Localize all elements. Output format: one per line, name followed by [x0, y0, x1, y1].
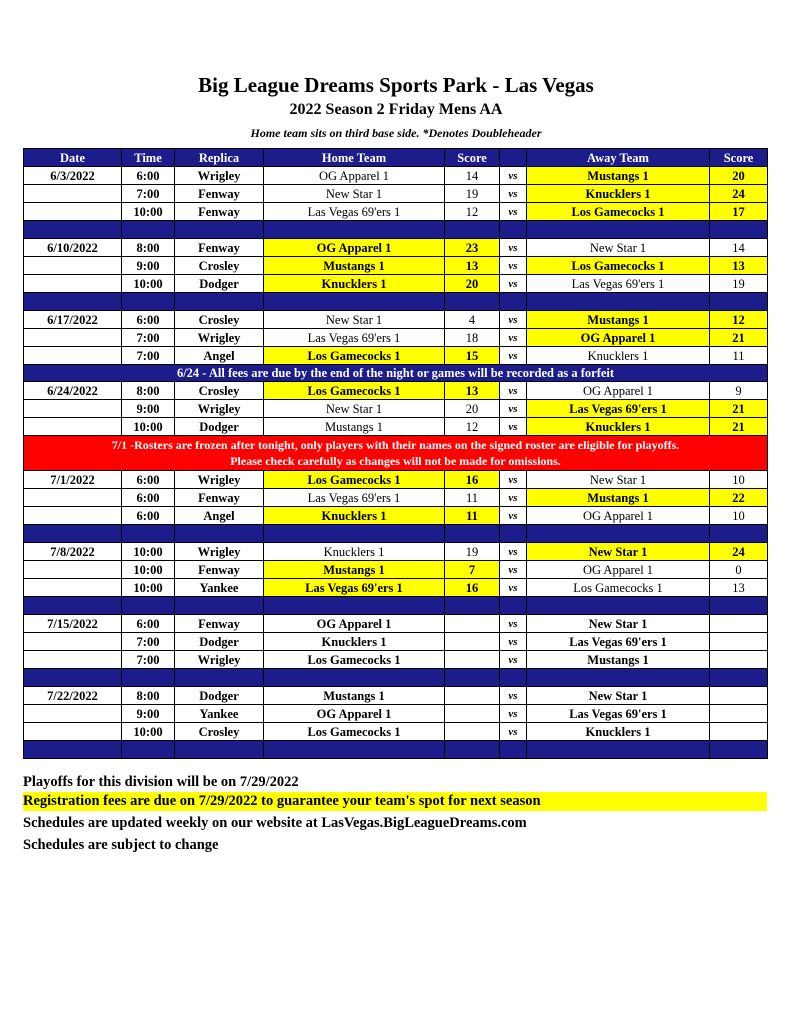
separator-cell: [445, 597, 500, 615]
date-cell: [24, 347, 122, 365]
separator-cell: [122, 525, 175, 543]
replica-field-cell: Dodger: [175, 633, 264, 651]
home-score-cell: 18: [445, 329, 500, 347]
time-cell: 7:00: [122, 347, 175, 365]
away-score-cell: 14: [710, 239, 768, 257]
date-cell: [24, 275, 122, 293]
schedule-body: [24, 167, 768, 759]
home-score-cell: 12: [445, 418, 500, 436]
page-title: Big League Dreams Sports Park - Las Vegas: [198, 73, 594, 97]
date-cell: [24, 400, 122, 418]
table-row: [24, 633, 768, 651]
time-cell: 6:00: [122, 471, 175, 489]
time-cell: 10:00: [122, 543, 175, 561]
away-team-cell: Mustangs 1: [527, 311, 710, 329]
vs-cell: vs: [500, 705, 527, 723]
away-score-cell: 21: [710, 400, 768, 418]
separator-cell: [24, 525, 122, 543]
time-cell: 9:00: [122, 705, 175, 723]
time-cell: 9:00: [122, 400, 175, 418]
away-team-cell: OG Apparel 1: [527, 561, 710, 579]
away-score-cell: [710, 723, 768, 741]
home-score-cell: 13: [445, 257, 500, 275]
away-score-cell: [710, 687, 768, 705]
time-cell: 7:00: [122, 651, 175, 669]
schedule-note: Home team sits on third base side. *Denotes Doubleheader: [250, 126, 542, 140]
away-team-cell: New Star 1: [527, 471, 710, 489]
separator-cell: [710, 525, 768, 543]
home-score-cell: 11: [445, 507, 500, 525]
separator-cell: [175, 293, 264, 311]
fees-notice-cell: [24, 365, 768, 382]
away-team-cell: Los Gamecocks 1: [527, 257, 710, 275]
home-score-cell: [445, 615, 500, 633]
replica-field-cell: Crosley: [175, 723, 264, 741]
separator-cell: [175, 525, 264, 543]
separator-cell: [710, 221, 768, 239]
time-cell: 6:00: [122, 507, 175, 525]
separator-cell: [264, 597, 445, 615]
away-team-cell: Mustangs 1: [527, 489, 710, 507]
time-cell: 8:00: [122, 239, 175, 257]
away-team-cell: Knucklers 1: [527, 185, 710, 203]
home-team-cell: Mustangs 1: [264, 561, 445, 579]
table-row: [24, 561, 768, 579]
vs-cell: vs: [500, 311, 527, 329]
home-score-cell: 19: [445, 543, 500, 561]
replica-field-cell: Wrigley: [175, 329, 264, 347]
separator-cell: [710, 293, 768, 311]
home-score-cell: 15: [445, 347, 500, 365]
separator-cell: [710, 669, 768, 687]
home-score-cell: 13: [445, 382, 500, 400]
home-score-cell: 16: [445, 471, 500, 489]
replica-field-cell: Fenway: [175, 561, 264, 579]
home-team-cell: Knucklers 1: [264, 507, 445, 525]
replica-field-cell: Wrigley: [175, 651, 264, 669]
table-row: [24, 239, 768, 257]
vs-cell: vs: [500, 543, 527, 561]
home-team-cell: Los Gamecocks 1: [264, 347, 445, 365]
table-row: [24, 382, 768, 400]
separator-cell: [500, 525, 527, 543]
away-score-cell: 13: [710, 257, 768, 275]
home-score-cell: [445, 705, 500, 723]
separator-cell: [24, 221, 122, 239]
separator-cell: [445, 221, 500, 239]
separator-cell: [24, 293, 122, 311]
time-cell: 7:00: [122, 329, 175, 347]
week-separator: [24, 597, 768, 615]
date-cell: 6/24/2022: [24, 382, 122, 400]
home-score-cell: 20: [445, 275, 500, 293]
table-row: [24, 543, 768, 561]
separator-cell: [24, 597, 122, 615]
week-separator: [24, 525, 768, 543]
col-header-away-score: Score: [710, 149, 768, 167]
separator-cell: [710, 597, 768, 615]
separator-cell: [175, 741, 264, 759]
home-team-cell: Los Gamecocks 1: [264, 723, 445, 741]
replica-field-cell: Dodger: [175, 687, 264, 705]
home-score-cell: 4: [445, 311, 500, 329]
home-team-cell: New Star 1: [264, 185, 445, 203]
home-team-cell: Las Vegas 69'ers 1: [264, 329, 445, 347]
vs-cell: vs: [500, 400, 527, 418]
date-cell: [24, 651, 122, 669]
separator-cell: [500, 597, 527, 615]
vs-cell: vs: [500, 507, 527, 525]
separator-cell: [500, 741, 527, 759]
home-team-cell: Los Gamecocks 1: [264, 651, 445, 669]
separator-cell: [527, 525, 710, 543]
separator-cell: [122, 293, 175, 311]
home-score-cell: [445, 633, 500, 651]
separator-cell: [24, 669, 122, 687]
home-team-cell: OG Apparel 1: [264, 167, 445, 185]
date-cell: 6/10/2022: [24, 239, 122, 257]
date-cell: [24, 705, 122, 723]
separator-cell: [527, 597, 710, 615]
registration-note: Registration fees are due on 7/29/2022 to guarantee your team's spot for next season: [23, 792, 767, 811]
vs-cell: vs: [500, 347, 527, 365]
away-score-cell: 9: [710, 382, 768, 400]
playoffs-note: Playoffs for this division will be on 7/29/2022: [23, 774, 299, 790]
away-score-cell: 17: [710, 203, 768, 221]
home-team-cell: Knucklers 1: [264, 633, 445, 651]
home-team-cell: Los Gamecocks 1: [264, 382, 445, 400]
separator-cell: [122, 669, 175, 687]
replica-field-cell: Fenway: [175, 615, 264, 633]
col-header-home-team: Home Team: [264, 149, 445, 167]
separator-cell: [445, 741, 500, 759]
table-row: [24, 257, 768, 275]
roster-notice-text: Please check carefully as changes will not be made for omissions.: [230, 454, 561, 468]
away-score-cell: 13: [710, 579, 768, 597]
vs-cell: vs: [500, 203, 527, 221]
table-row: [24, 687, 768, 705]
fees-notice: [24, 365, 768, 382]
away-team-cell: Las Vegas 69'ers 1: [527, 705, 710, 723]
table-row: [24, 579, 768, 597]
date-cell: 6/17/2022: [24, 311, 122, 329]
home-score-cell: 12: [445, 203, 500, 221]
away-team-cell: Knucklers 1: [527, 347, 710, 365]
away-score-cell: 10: [710, 471, 768, 489]
separator-cell: [264, 741, 445, 759]
separator-cell: [445, 293, 500, 311]
replica-field-cell: Wrigley: [175, 543, 264, 561]
home-team-cell: Mustangs 1: [264, 418, 445, 436]
away-score-cell: 19: [710, 275, 768, 293]
away-score-cell: 10: [710, 507, 768, 525]
separator-cell: [264, 221, 445, 239]
date-cell: [24, 418, 122, 436]
website-note: Schedules are updated weekly on our website at LasVegas.BigLeagueDreams.com: [23, 815, 527, 831]
away-score-cell: [710, 633, 768, 651]
away-team-cell: Mustangs 1: [527, 167, 710, 185]
away-score-cell: 21: [710, 418, 768, 436]
roster-notice-cell: [24, 436, 768, 471]
separator-cell: [264, 293, 445, 311]
replica-field-cell: Angel: [175, 347, 264, 365]
col-header-home-score: Score: [445, 149, 500, 167]
time-cell: 6:00: [122, 489, 175, 507]
time-cell: 6:00: [122, 615, 175, 633]
away-score-cell: 11: [710, 347, 768, 365]
replica-field-cell: Crosley: [175, 382, 264, 400]
vs-cell: vs: [500, 579, 527, 597]
vs-cell: vs: [500, 257, 527, 275]
table-row: [24, 471, 768, 489]
date-cell: [24, 507, 122, 525]
week-separator: [24, 293, 768, 311]
away-team-cell: New Star 1: [527, 615, 710, 633]
col-header-vs: [500, 149, 527, 167]
away-score-cell: 24: [710, 543, 768, 561]
separator-cell: [122, 221, 175, 239]
home-team-cell: Knucklers 1: [264, 543, 445, 561]
vs-cell: vs: [500, 561, 527, 579]
away-score-cell: 12: [710, 311, 768, 329]
home-score-cell: [445, 723, 500, 741]
vs-cell: vs: [500, 382, 527, 400]
vs-cell: vs: [500, 418, 527, 436]
away-team-cell: Los Gamecocks 1: [527, 203, 710, 221]
separator-cell: [445, 525, 500, 543]
vs-cell: vs: [500, 167, 527, 185]
away-score-cell: [710, 705, 768, 723]
replica-field-cell: Crosley: [175, 257, 264, 275]
separator-cell: [175, 597, 264, 615]
date-cell: 7/15/2022: [24, 615, 122, 633]
date-cell: [24, 579, 122, 597]
time-cell: 10:00: [122, 203, 175, 221]
roster-notice-text: 7/1 -Rosters are frozen after tonight, only players with their names on the signed roster are eligible for playoffs.: [111, 438, 680, 452]
separator-cell: [527, 669, 710, 687]
time-cell: 7:00: [122, 185, 175, 203]
away-team-cell: New Star 1: [527, 239, 710, 257]
away-team-cell: Las Vegas 69'ers 1: [527, 633, 710, 651]
separator-cell: [710, 741, 768, 759]
time-cell: 7:00: [122, 633, 175, 651]
separator-cell: [175, 669, 264, 687]
away-team-cell: Las Vegas 69'ers 1: [527, 275, 710, 293]
time-cell: 10:00: [122, 723, 175, 741]
vs-cell: vs: [500, 275, 527, 293]
replica-field-cell: Wrigley: [175, 167, 264, 185]
table-row: [24, 185, 768, 203]
replica-field-cell: Fenway: [175, 185, 264, 203]
away-score-cell: 0: [710, 561, 768, 579]
home-score-cell: 16: [445, 579, 500, 597]
table-row: [24, 489, 768, 507]
table-row: [24, 507, 768, 525]
vs-cell: vs: [500, 633, 527, 651]
table-row: [24, 167, 768, 185]
table-row: [24, 705, 768, 723]
home-score-cell: 7: [445, 561, 500, 579]
away-team-cell: Knucklers 1: [527, 723, 710, 741]
separator-cell: [175, 221, 264, 239]
time-cell: 10:00: [122, 579, 175, 597]
home-team-cell: Los Gamecocks 1: [264, 471, 445, 489]
home-score-cell: [445, 687, 500, 705]
table-header-row: [24, 149, 768, 167]
vs-cell: vs: [500, 239, 527, 257]
home-team-cell: Knucklers 1: [264, 275, 445, 293]
time-cell: 10:00: [122, 275, 175, 293]
table-row: [24, 275, 768, 293]
week-separator: [24, 221, 768, 239]
separator-cell: [500, 293, 527, 311]
away-score-cell: 22: [710, 489, 768, 507]
vs-cell: vs: [500, 651, 527, 669]
vs-cell: vs: [500, 723, 527, 741]
home-score-cell: 14: [445, 167, 500, 185]
separator-cell: [24, 741, 122, 759]
away-team-cell: Los Gamecocks 1: [527, 579, 710, 597]
replica-field-cell: Dodger: [175, 275, 264, 293]
replica-field-cell: Yankee: [175, 579, 264, 597]
table-row: [24, 347, 768, 365]
separator-cell: [122, 597, 175, 615]
date-cell: [24, 561, 122, 579]
table-row: [24, 400, 768, 418]
replica-field-cell: Yankee: [175, 705, 264, 723]
home-team-cell: Mustangs 1: [264, 687, 445, 705]
vs-cell: vs: [500, 329, 527, 347]
home-score-cell: 19: [445, 185, 500, 203]
replica-field-cell: Wrigley: [175, 471, 264, 489]
away-team-cell: OG Apparel 1: [527, 382, 710, 400]
away-team-cell: Mustangs 1: [527, 651, 710, 669]
separator-cell: [527, 293, 710, 311]
date-cell: 7/1/2022: [24, 471, 122, 489]
separator-cell: [264, 525, 445, 543]
away-team-cell: New Star 1: [527, 543, 710, 561]
schedule-table: [23, 148, 768, 759]
time-cell: 6:00: [122, 167, 175, 185]
home-score-cell: 11: [445, 489, 500, 507]
table-row: [24, 418, 768, 436]
vs-cell: vs: [500, 687, 527, 705]
home-team-cell: Las Vegas 69'ers 1: [264, 203, 445, 221]
date-cell: 7/22/2022: [24, 687, 122, 705]
col-header-away-team: Away Team: [527, 149, 710, 167]
home-team-cell: Mustangs 1: [264, 257, 445, 275]
col-header-replica: Replica: [175, 149, 264, 167]
time-cell: 10:00: [122, 418, 175, 436]
time-cell: 8:00: [122, 382, 175, 400]
away-team-cell: Knucklers 1: [527, 418, 710, 436]
time-cell: 9:00: [122, 257, 175, 275]
separator-cell: [527, 741, 710, 759]
fees-notice-text: 6/24 - All fees are due by the end of the night or games will be recorded as a forfeit: [176, 365, 615, 380]
date-cell: [24, 489, 122, 507]
schedule-subtitle: 2022 Season 2 Friday Mens AA: [289, 101, 503, 118]
vs-cell: vs: [500, 471, 527, 489]
replica-field-cell: Fenway: [175, 203, 264, 221]
vs-cell: vs: [500, 185, 527, 203]
home-team-cell: New Star 1: [264, 311, 445, 329]
table-row: [24, 311, 768, 329]
col-header-date: Date: [24, 149, 122, 167]
replica-field-cell: Angel: [175, 507, 264, 525]
away-score-cell: 21: [710, 329, 768, 347]
date-cell: 7/8/2022: [24, 543, 122, 561]
date-cell: 6/3/2022: [24, 167, 122, 185]
separator-cell: [500, 221, 527, 239]
home-team-cell: New Star 1: [264, 400, 445, 418]
home-score-cell: 23: [445, 239, 500, 257]
separator-cell: [445, 669, 500, 687]
home-team-cell: Las Vegas 69'ers 1: [264, 579, 445, 597]
table-row: [24, 615, 768, 633]
replica-field-cell: Wrigley: [175, 400, 264, 418]
away-team-cell: Las Vegas 69'ers 1: [527, 400, 710, 418]
date-cell: [24, 203, 122, 221]
date-cell: [24, 329, 122, 347]
table-row: [24, 723, 768, 741]
date-cell: [24, 257, 122, 275]
table-row: [24, 329, 768, 347]
replica-field-cell: Crosley: [175, 311, 264, 329]
away-team-cell: New Star 1: [527, 687, 710, 705]
replica-field-cell: Fenway: [175, 239, 264, 257]
col-header-time: Time: [122, 149, 175, 167]
away-team-cell: OG Apparel 1: [527, 507, 710, 525]
away-score-cell: [710, 615, 768, 633]
table-row: [24, 203, 768, 221]
home-score-cell: [445, 651, 500, 669]
replica-field-cell: Dodger: [175, 418, 264, 436]
away-score-cell: 24: [710, 185, 768, 203]
home-score-cell: 20: [445, 400, 500, 418]
vs-cell: vs: [500, 615, 527, 633]
time-cell: 8:00: [122, 687, 175, 705]
home-team-cell: OG Apparel 1: [264, 239, 445, 257]
table-row: [24, 651, 768, 669]
away-team-cell: OG Apparel 1: [527, 329, 710, 347]
home-team-cell: OG Apparel 1: [264, 705, 445, 723]
week-separator: [24, 669, 768, 687]
away-score-cell: 20: [710, 167, 768, 185]
replica-field-cell: Fenway: [175, 489, 264, 507]
time-cell: 10:00: [122, 561, 175, 579]
time-cell: 6:00: [122, 311, 175, 329]
week-separator: [24, 741, 768, 759]
separator-cell: [500, 669, 527, 687]
vs-cell: vs: [500, 489, 527, 507]
roster-notice: [24, 436, 768, 471]
home-team-cell: OG Apparel 1: [264, 615, 445, 633]
date-cell: [24, 723, 122, 741]
away-score-cell: [710, 651, 768, 669]
date-cell: [24, 185, 122, 203]
home-team-cell: Las Vegas 69'ers 1: [264, 489, 445, 507]
separator-cell: [264, 669, 445, 687]
schedule-change-note: Schedules are subject to change: [23, 837, 219, 853]
separator-cell: [527, 221, 710, 239]
date-cell: [24, 633, 122, 651]
separator-cell: [122, 741, 175, 759]
